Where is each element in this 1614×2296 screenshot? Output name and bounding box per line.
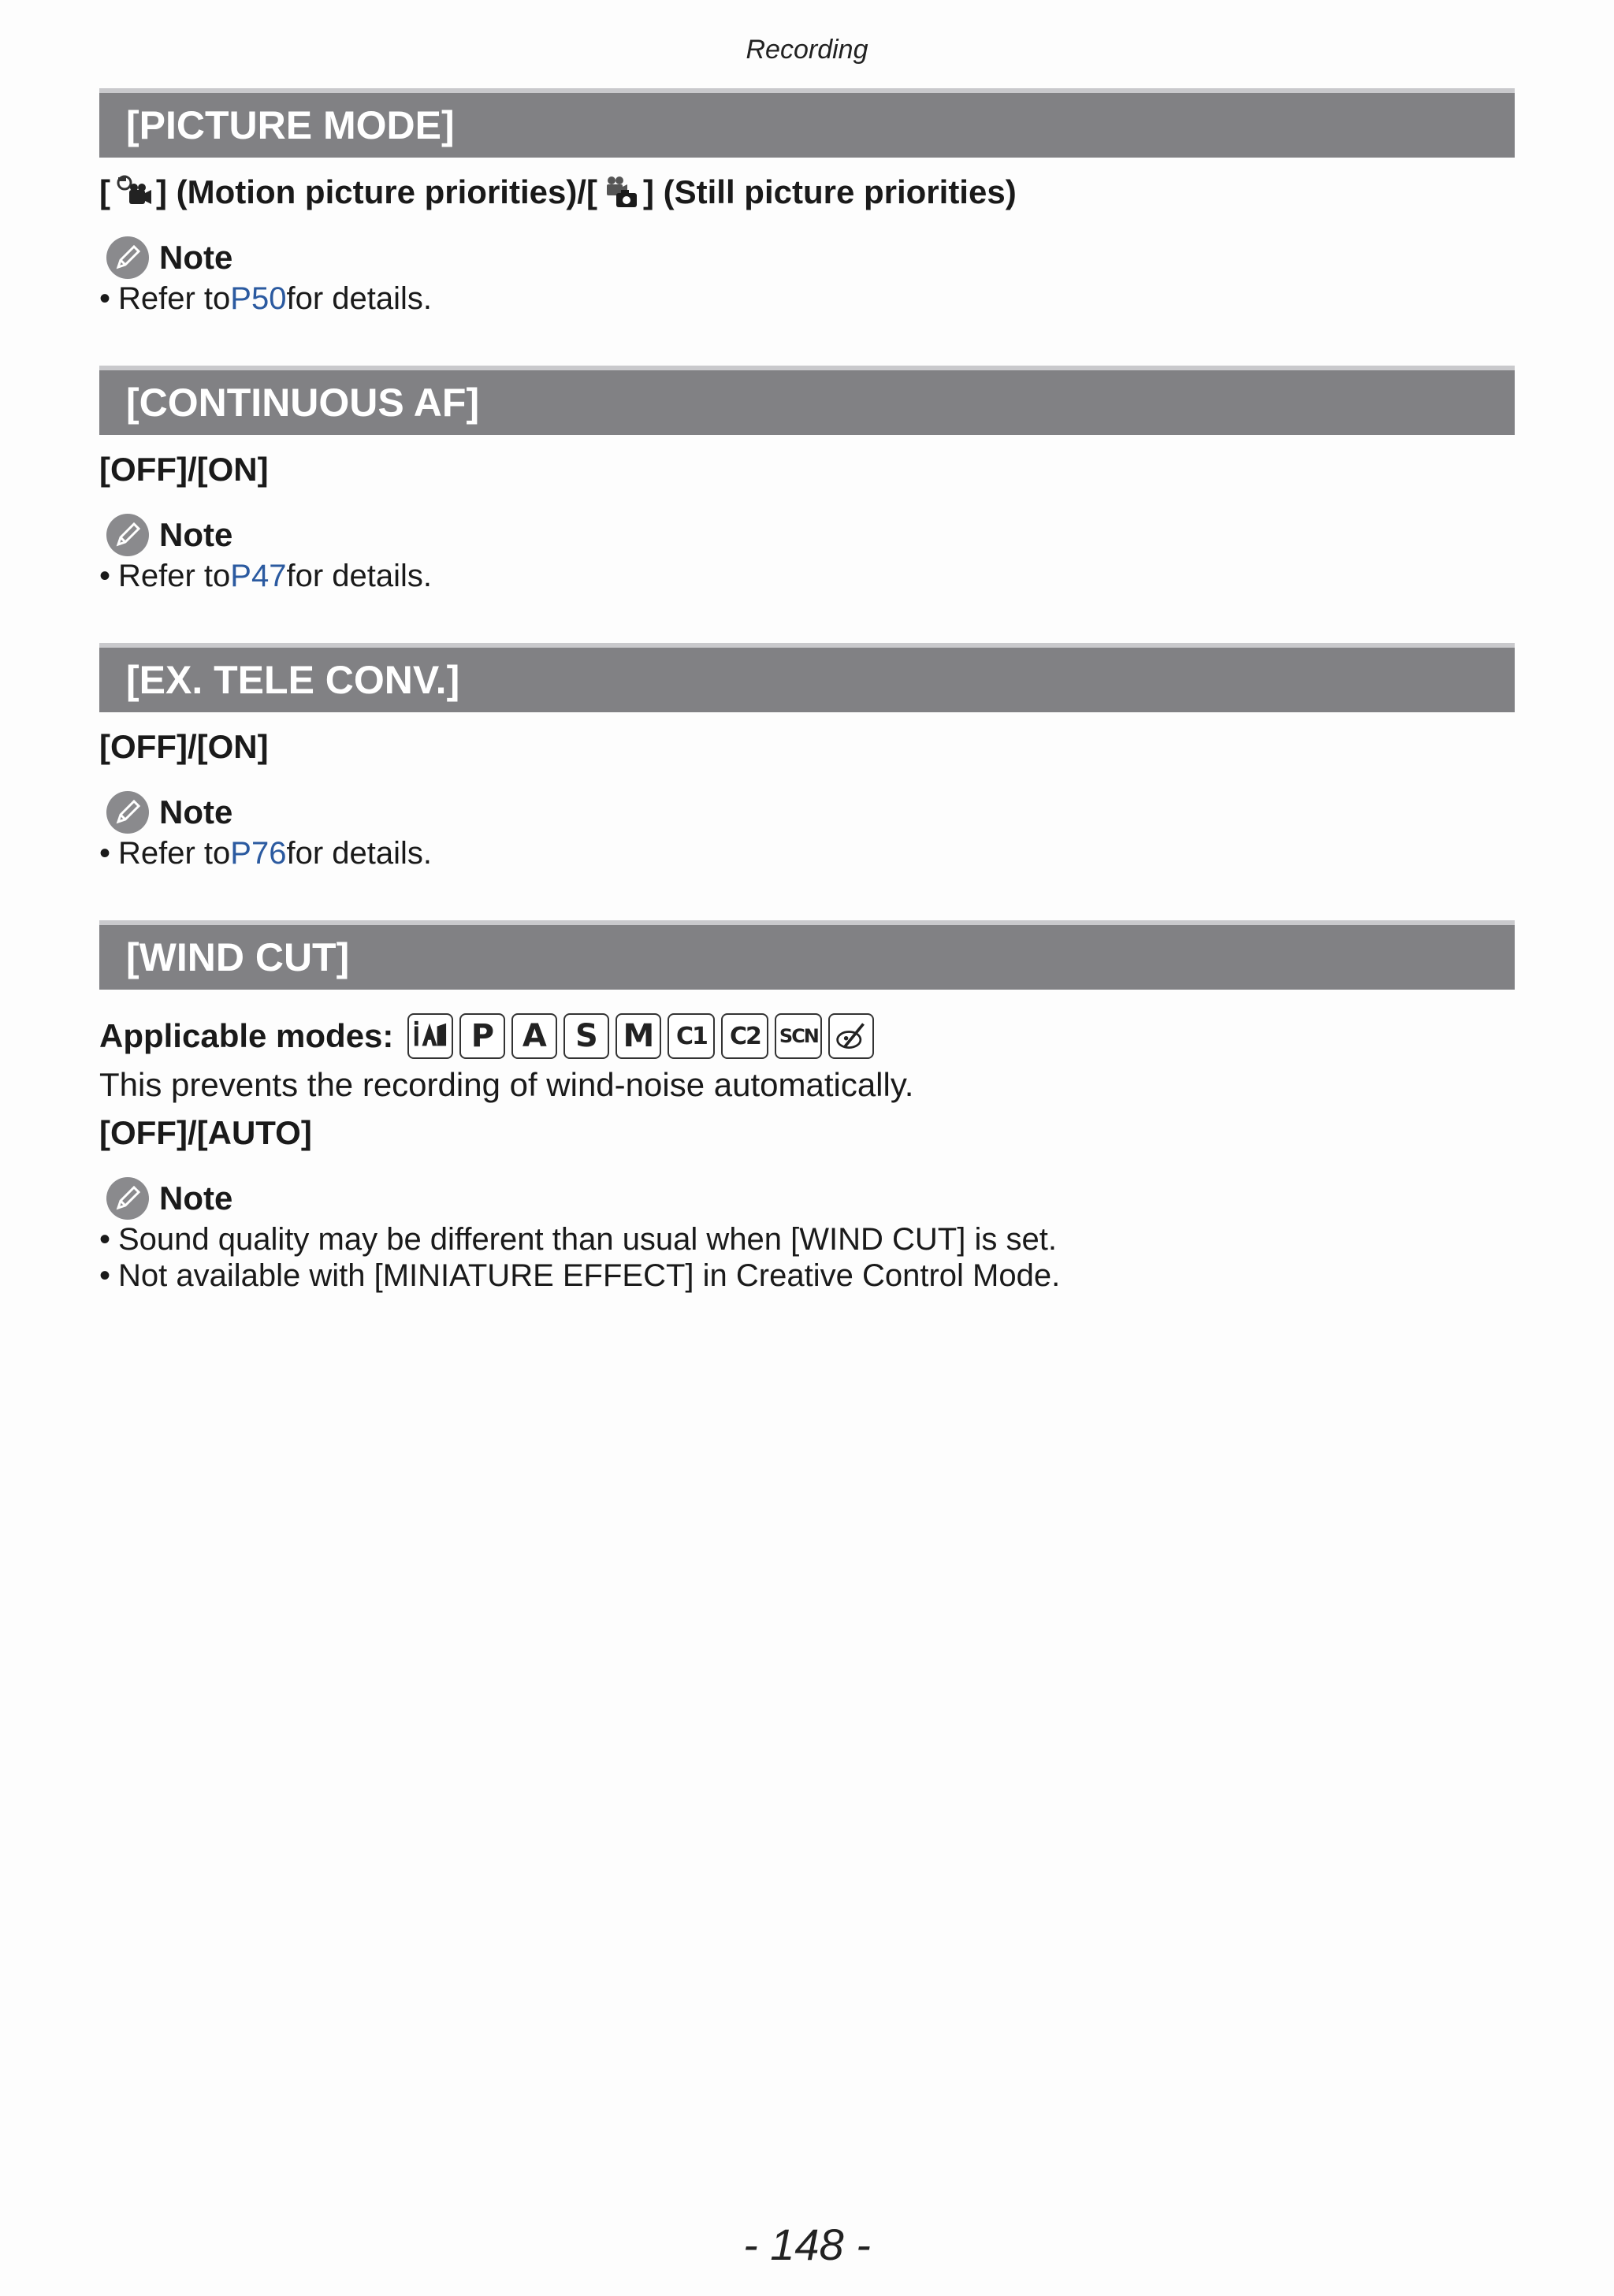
picture-mode-options <box>99 170 1515 214</box>
note-bullet: • Refer to P50 for details. <box>99 281 432 316</box>
section-ex-tele-conv <box>99 643 1515 871</box>
pencil-note-icon <box>106 513 150 557</box>
page-link-p47[interactable]: P47 <box>230 559 287 593</box>
note-heading <box>106 512 1515 558</box>
still-picture-priority-icon <box>601 174 640 210</box>
note-bullet: • Sound quality may be different than usual when [WIND CUT] is set. <box>99 1222 1057 1257</box>
mode-s-icon: S <box>563 1013 609 1059</box>
ex-tele-conv-options: [OFF]/[ON] <box>99 728 269 765</box>
pencil-note-icon <box>106 236 150 280</box>
section-title: [WIND CUT] <box>99 920 1515 990</box>
note-text: Sound quality may be different than usual when [WIND CUT] is set. <box>118 1222 1057 1257</box>
note-text-suffix: for details. <box>286 281 432 316</box>
wind-cut-description: This prevents the recording of wind-noise automatically. <box>99 1066 914 1103</box>
motion-picture-priority-icon <box>113 174 153 210</box>
pencil-note-icon <box>106 1176 150 1220</box>
note-text: Not available with [MINIATURE EFFECT] in Creative Control Mode. <box>118 1258 1061 1293</box>
note-bullet: • Refer to P47 for details. <box>99 559 432 593</box>
note-text-suffix: for details. <box>286 559 432 593</box>
still-priority-label: ] (Still picture priorities) <box>642 173 1017 210</box>
note-text-prefix: Refer to <box>118 559 231 593</box>
applicable-modes-label: Applicable modes: <box>99 1017 394 1054</box>
mode-p-icon: P <box>459 1013 505 1059</box>
applicable-modes <box>99 1010 1515 1062</box>
mode-c2-icon: C2 <box>721 1013 768 1059</box>
note-bullet: • Not available with [MINIATURE EFFECT] in Creative Control Mode. <box>99 1258 1061 1293</box>
page-link-p76[interactable]: P76 <box>230 836 287 871</box>
note-text-prefix: Refer to <box>118 281 231 316</box>
note-label: Note <box>159 793 233 830</box>
note-heading <box>106 789 1515 835</box>
note-bullet: • Refer to P76 for details. <box>99 836 432 871</box>
note-text-suffix: for details. <box>286 836 432 871</box>
page-link-p50[interactable]: P50 <box>230 281 287 316</box>
note-label: Note <box>159 516 233 553</box>
page-number: - 148 - <box>743 2220 871 2269</box>
mode-creative-control-icon <box>828 1013 874 1059</box>
section-title: [PICTURE MODE] <box>99 88 1515 158</box>
running-header: Recording <box>746 35 868 65</box>
section-wind-cut <box>99 920 1515 1294</box>
section-picture-mode <box>99 88 1515 317</box>
section-title: [EX. TELE CONV.] <box>99 643 1515 712</box>
pencil-note-icon <box>106 790 150 834</box>
section-title: [CONTINUOUS AF] <box>99 366 1515 435</box>
continuous-af-options: [OFF]/[ON] <box>99 451 269 488</box>
wind-cut-options: [OFF]/[AUTO] <box>99 1114 312 1151</box>
mode-a-icon: A <box>511 1013 557 1059</box>
note-label: Note <box>159 1180 233 1217</box>
note-heading <box>106 235 1515 280</box>
bracket-open: [ <box>99 173 110 210</box>
motion-priority-label: ] (Motion picture priorities)/[ <box>156 173 597 210</box>
mode-ia-icon <box>407 1013 453 1059</box>
mode-c1-icon: C1 <box>668 1013 715 1059</box>
note-heading <box>106 1176 1515 1221</box>
mode-scn-icon: SCN <box>775 1013 822 1059</box>
section-continuous-af <box>99 366 1515 594</box>
mode-m-icon: M <box>615 1013 661 1059</box>
note-label: Note <box>159 239 233 276</box>
note-text-prefix: Refer to <box>118 836 231 871</box>
